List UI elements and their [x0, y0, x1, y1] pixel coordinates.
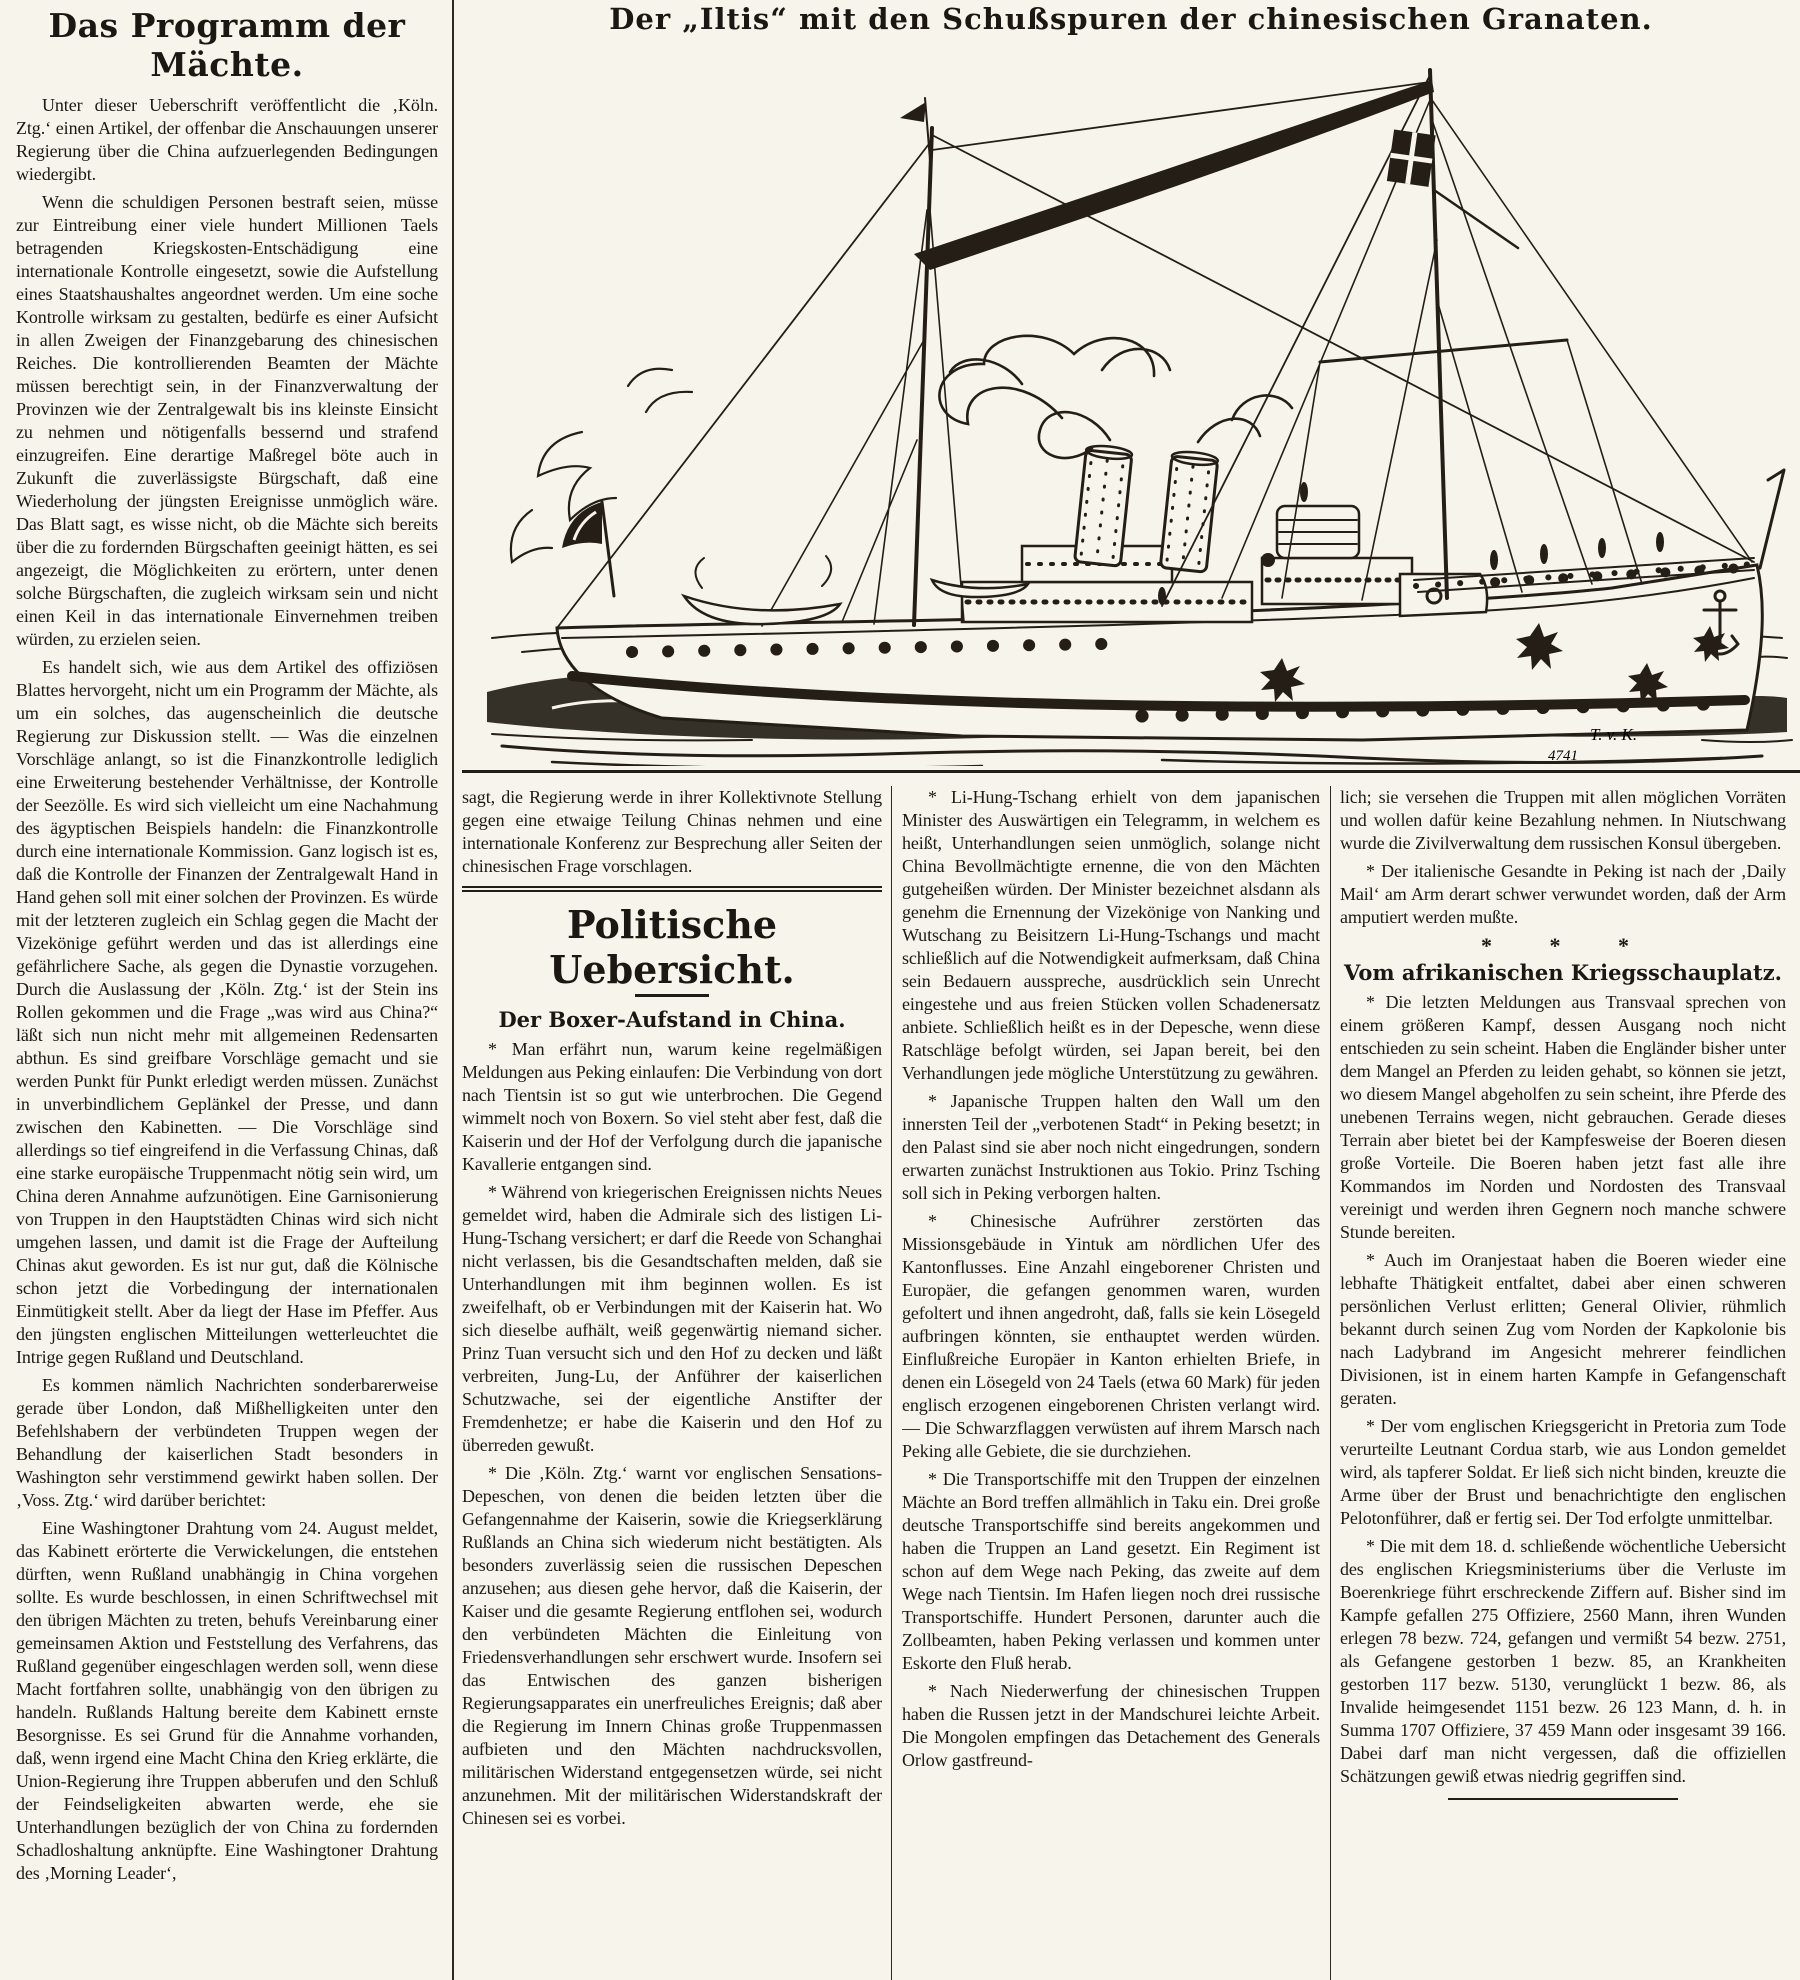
- paragraph: * Die mit dem 18. d. schließende wöchentliche Uebersicht des englischen Kriegsministeriums über die Verluste im Boerenkriege führt erschreckende Ziffern auf. Bisher sind im Kampfe gefallen 275 Offiziere, 2560 Mann, ihren Wunden erlegen 78 bezw. 724, gefangen und vermißt 54 bezw. 2751, als Gefangene gestorben 1 bezw. 85, an Krankheiten gestorben 117 bezw. 5130, verunglückt 1 bezw. 86, als Invalide heimgesendet 1151 bezw. 26 123 Mann, d. h. in Summa 1707 Offiziere, 37 459 Mann oder insgesamt 39 166. Dabei darf man nicht vergessen, daß die offiziellen Schätzungen gewiß etwas niedrig gegriffen sind.: [1340, 1536, 1786, 1786]
- smoke: [939, 336, 1292, 458]
- paragraph: * Nach Niederwerfung der chinesischen Truppen haben die Russen jetzt in der Mandschurei leichte Arbeit. Die Mongolen empfingen das Detachement des Generals Orlow gastfreund-: [902, 1681, 1320, 1770]
- commission-pennant: [914, 80, 1434, 270]
- paragraph: Eine Washingtoner Drahtung vom 24. August meldet, das Kabinett erörterte die Verwickelungen, die entstehen dürften, wenn Rußland unabhängig in China vorgehen sollte. Es wurde beschlossen, in einen Schriftwechsel mit den übrigen Mächten zu treten, behufs Vereinbarung einer gemeinsamen Aktion und Feststellung des Verfahrens, das Rußland gegenüber eingeschlagen werden soll, wenn diese Macht fortfahren sollte, unabhängig von den übrigen zu handeln. Rußlands Haltung bereite dem Kabinett ernste Besorgnisse. Es sei Grund für die Annahme vorhanden, daß, wenn irgend eine Macht China den Krieg erklärte, die Union-Regierung ihre Truppen abberufen und den Schluß der Feindseligkeiten abwarten werde, ehe sie Unterhandlungen bezüglich der von China zu fordernden Schadloshaltung anknüpfte. Eine Washingtoner Drahtung des ‚Morning Leader‘,: [16, 1518, 438, 1883]
- paragraph: * Der italienische Gesandte in Peking ist nach der ‚Daily Mail‘ am Arm derart schwer verwundet worden, daß der Arm amputiert werden mußte.: [1340, 861, 1786, 927]
- subhead-afrikanischer-kriegsschauplatz: Vom afrikanischen Kriegsschauplatz.: [1344, 960, 1782, 985]
- naval-ensign: [1387, 129, 1436, 186]
- paragraph: * Man erfährt nun, warum keine regelmäßigen Meldungen aus Peking einlaufen: Die Verbindung von dort nach Tientsin ist so gut wie unterbrochen. Die Gegend wimmelt noch von Boxern. So viel steht aber fest, daß die Kaiserin und der Hof der Verfolgung durch die japanische Kavallerie entgangen sind.: [462, 1039, 882, 1174]
- paragraph: Unter dieser Ueberschrift veröffentlicht die ‚Köln. Ztg.‘ einen Artikel, der offenbar die Anschauungen unserer Regierung über die China aufzuerlegenden Bedingungen wiedergibt.: [16, 95, 438, 184]
- column-3: [902, 786, 1320, 1980]
- article-end-rule: [1448, 1798, 1678, 1800]
- illustration-caption: Der „Iltis“ mit den Schußspuren der chinesischen Granaten.: [609, 2, 1653, 36]
- column-rule: [1330, 786, 1331, 1980]
- continuation-paragraph: lich; sie versehen die Truppen mit allen möglichen Vorräten und wollen dafür keine Bezahlung nehmen. In Niutschwang wurde die Zivilverwaltung dem russischen Konsul übergeben.: [1340, 787, 1786, 853]
- left-article-column: [16, 4, 438, 1976]
- paragraph: * Li-Hung-Tschang erhielt von dem japanischen Minister des Auswärtigen ein Telegramm, in welchem es heißt, Unterhandlungen seien unmöglich, solange nicht China Bevollmächtigte ernenne, die von den Mächten gutgeheißen würden. Der Minister bezeichnet alsdann als genehm die Ernennung der Vizekönige von Nanking und Wutschang zu Beisitzern Li-Hung-Tschangs und macht schließlich auf die Notwendigkeit aufmerksam, daß China sein Bedauern ausspreche, ausdrücklich sein Unrecht eingestehe und aus freien Stücken vollen Schadenersatz anbiete. Schließlich heißt es in der Depesche, wenn diese Ratschläge befolgt würden, sei Japan bereit, bei den Verhandlungen jede mögliche Unterstützung zu gewähren.: [902, 787, 1320, 1083]
- iltis-illustration-area: [462, 0, 1800, 770]
- paragraph: * Die ‚Köln. Ztg.‘ warnt vor englischen Sensations-Depeschen, von denen die beiden letzten über die Gefangennahme der Kaiserin, sowie die Kriegserklärung Rußlands an China sich wiederum nicht bestätigten. Als besonders zuverlässig seien die russischen Depeschen anzusehen; aus diesen gehe hervor, daß die Kaiserin, der Kaiser und die gesamte Regierung entflohen sei, wodurch den verbündeten Mächten die Einleitung von Friedensverhandlungen sehr erschwert wurde. Insofern sei das Entwischen des ganzen bisherigen Regierungsapparates ein unerfreuliches Ereignis; daß aber die Regierung im Innern Chinas große Truppenmassen aufbieten und den Mächten nachdrucksvollen, militärischen Widerstand entgegensetzen würde, sei nicht anzunehmen. Mit der militärischen Widerstandskraft der Chinesen sei es vorbei.: [462, 1463, 882, 1828]
- column-rule: [891, 786, 892, 1980]
- paragraph: Es handelt sich, wie aus dem Artikel des offiziösen Blattes hervorgeht, nicht um ein Programm der Mächte, als um ein solches, das augenscheinlich die deutsche Regierung zur Diskussion stellt. — Was die einzelnen Vorschläge anlangt, so ist die Finanzkontrolle lediglich eine Erweiterung bestehender Verhältnisse, der Kontrolle der Seezölle. Es wird sich vielleicht um eine Nachahmung des ägyptischen Beispiels handeln: die Finanzkontrolle durch eine internationale Kommission. Ganz logisch ist es, daß die Kontrolle der Finanzen der Zentralgewalt Hand in Hand gehen soll mit einer solchen der Provinzen. Es würde mit der letzteren zugleich ein Schlag gegen die Macht der Vizekönige geführt werden und das ist allerdings eine gefährlichere Sache, als gegen die Dynastie vorzugehen. Durch die Auslassung der ‚Köln. Ztg.‘ ist der Stein ins Rollen gekommen und die Frage „was wird aus China?“ läßt sich nun nicht mehr mit allgemeinen Redensarten abthun. Es sind greifbare Vorschläge gemacht und sie werden Punkt für Punkt erledigt werden müssen. Zunächst in unverbindlichem Geplänkel der Presse, und dann zwischen den Kabinetten. — Die Vorschläge sind allerdings so tief eingreifend in die Verfassung Chinas, daß eine starke europäische Truppenmacht nötig sein wird, um China deren Annahme aufzunötigen. Eine Garnisonierung von Truppen in den Hauptstädten Chinas wird sich nicht umgehen lassen, und damit ist die Frage der Aufteilung Chinas akut geworden. Es ist nur gut, daß die Kölnische schon jetzt die Vorbedingung der internationalen Einmütigkeit stellt. Aber da liegt der Hase im Pfeffer. Aus den jüngsten englischen Mitteilungen wetterleuchtet die Intrige gegen Rußland und Deutschland.: [16, 657, 438, 1367]
- paragraph: * Die Transportschiffe mit den Truppen der einzelnen Mächte an Bord treffen allmählich in Taku ein. Drei große deutsche Transportschiffe sind bereits angekommen und haben die Truppen an Land gesetzt. Ein Regiment ist schon auf dem Wege nach Peking, das zweite auf dem Wege nach Tientsin. Im Hafen liegen noch drei russische Transportschiffe. Hundert Personen, darunter auch die Zollbeamten, haben Peking verlassen und kommen unter Eskorte den Fluß herab.: [902, 1469, 1320, 1673]
- section-header-politische-uebersicht: Politische Uebersicht.: [549, 902, 795, 992]
- left-article-headline: Das Programm der Mächte.: [48, 6, 406, 84]
- paragraph: * Chinesische Aufrührer zerstörten das Missionsgebäude in Yintuk am nördlichen Ufer des Kantonflusses. Eine Anzahl eingeborener Christen und Europäer, die gefangen genommen waren, wurden gefoltert und ihnen angedroht, daß, falls sie kein Lösegeld aufbringen könnten, sie enthauptet werden würden. Einflußreiche Europäer in Kanton erhielten Briefe, in denen ein Lösegeld von 24 Taels (etwa 60 Mark) für jeden englisch erzogenen eingeborenen Christen verlangt wird. — Die Schwarzflaggen verwüsten auf ihrem Marsch nach Peking alle Gebiete, die sie durchziehen.: [902, 1211, 1320, 1461]
- paragraph: * Während von kriegerischen Ereignissen nichts Neues gemeldet wird, haben die Admirale sich des listigen Li-Hung-Tschang versichert; er darf die Reede von Schanghai nicht verlassen, bis die Gesandtschaften melden, daß sie Unterhandlungen mit ihm beginnen wollen. Es ist zweifelhaft, ob er Verbindungen mit der Kaiserin hat. Wo sich dieselbe aufhält, weiß gegenwärtig niemand sicher. Prinz Tuan versucht sich und den Hof zu decken und läßt verbreiten, Jung-Lu, der Anführer der kaiserlichen Schutzwache, sei der eigentliche Anstifter der Fremdenhetze; er habe die Kaiserin und den Hof zu überreden gewußt.: [462, 1182, 882, 1455]
- illustration-bottom-rule: [462, 770, 1800, 773]
- paragraph: * Japanische Truppen halten den Wall um den innersten Teil der „verbotenen Stadt“ in Peking besetzt; in den Palast sind sie aber noch nicht eingedrungen, sondern erwarten zunächst Instruktionen aus Tokio. Prinz Tsching soll sich in Peking verborgen halten.: [902, 1091, 1320, 1203]
- paragraph: * Der vom englischen Kriegsgericht in Pretoria zum Tode verurteilte Leutnant Cordua starb, wie aus London gemeldet wird, als tapferer Soldat. Er ließ sich nicht binden, kreuzte die Arme über der Brust und benachrichtigte den englischen Pelotonführer, daß er fertig sei. Der Tod erfolgte unmittelbar.: [1340, 1416, 1786, 1528]
- subhead-boxer-aufstand: Der Boxer-Aufstand in China.: [498, 1007, 846, 1032]
- section-header-underline: [635, 994, 709, 997]
- column-rule: [452, 0, 454, 1980]
- plate-number: 4741: [1548, 748, 1578, 764]
- paragraph: * Auch im Oranjestaat haben die Boeren wieder eine lebhafte Thätigkeit entfaltet, dabei aber einen schweren persönlichen Verlust erlitten; General Olivier, rühmlich bekannt durch seinen Zug vom Norden der Kapkolonie bis nach Ladybrand im Angesicht mehrerer feindlichen Divisionen, ist in einem harten Kampfe in Gefangenschaft geraten.: [1340, 1250, 1786, 1408]
- column-4: [1340, 786, 1786, 1980]
- paragraph: * Die letzten Meldungen aus Transvaal sprechen von einem größeren Kampf, dessen Ausgang noch nicht entschieden zu sein scheint. Haben die Engländer bisher unter dem Mangel an Pferden zu leiden gehabt, so können sie jetzt, wo diesem Mangel abgeholfen zu sein scheint, ihre Pferde des unebenen Terrains wegen, nicht gebrauchen. Gerade dieses Terrain aber bietet bei der Kampfesweise der Boeren diesen große Vorteile. Die Boeren haben jetzt fast alle ihre Kommandos im Norden und Nordosten des Transvaal vereinigt und werden ihren Gegnern noch manche schwere Stunde bereiten.: [1340, 992, 1786, 1242]
- continuation-paragraph: sagt, die Regierung werde in ihrer Kollektivnote Stellung gegen eine etwaige Teilung Chinas nehmen und eine internationale Konferenz zur Besprechung aller Seiten der chinesischen Frage vorschlagen.: [462, 787, 882, 876]
- iltis-illustration: [462, 40, 1800, 766]
- gunboat-iltis-engraving: [462, 40, 1800, 766]
- bow-jackstaff: [1760, 470, 1784, 568]
- artist-signature: T. v. K.: [1590, 725, 1638, 744]
- section-divider-rule: [462, 886, 882, 892]
- column-2: [462, 786, 882, 1980]
- foremast: [762, 98, 964, 626]
- paragraph: Es kommen nämlich Nachrichten sonderbarerweise gerade über London, daß Mißhelligkeiten unter den Befehlshabern der verbündeten Truppen wegen der Behandlung der kaiserlichen Stadt besonders in Washington sehr verstimmend gewirkt haben sollen. Der ‚Voss. Ztg.‘ wird darüber berichtet:: [16, 1375, 438, 1510]
- asterism-divider: * * *: [1481, 933, 1655, 958]
- paragraph: Wenn die schuldigen Personen bestraft seien, müsse zur Eintreibung einer viele hundert Millionen Taels betragenden Kriegskosten-Entschädigung eine internationale Kontrolle eingesetzt, sowie die Aufstellung eines Staatshaushaltes angeordnet werden. Um eine soche Kontrolle wirksam zu gestalten, bedürfe es einer Aufsicht in allen Zweigen der Finanzgebarung des chinesischen Reiches. Die kontrollierenden Beamten der Mächte müssen berechtigt sein, in der Finanzverwaltung der Provinzen wie der Zentralgewalt bis ins kleinste Einsicht zu nehmen und nötigenfalls bessernd und strafend einzugreifen. Eine derartige Maßregel böte auch in Zukunft die zuverlässigste Bürgschaft, daß eine Wiederholung der jüngsten Ereignisse unmöglich wäre. Das Blatt sagt, es wisse nicht, ob die Mächte sich bereits über die zu fordernden Bürgschaften geeinigt hätten, es sei angezeigt, die Möglichkeiten zu erörtern, unter denen solche Bürgschaften, die zugleich wirksam sein und nicht einen Keil in das internationale Einvernehmen treiben würden, zu erzielen seien.: [16, 192, 438, 649]
